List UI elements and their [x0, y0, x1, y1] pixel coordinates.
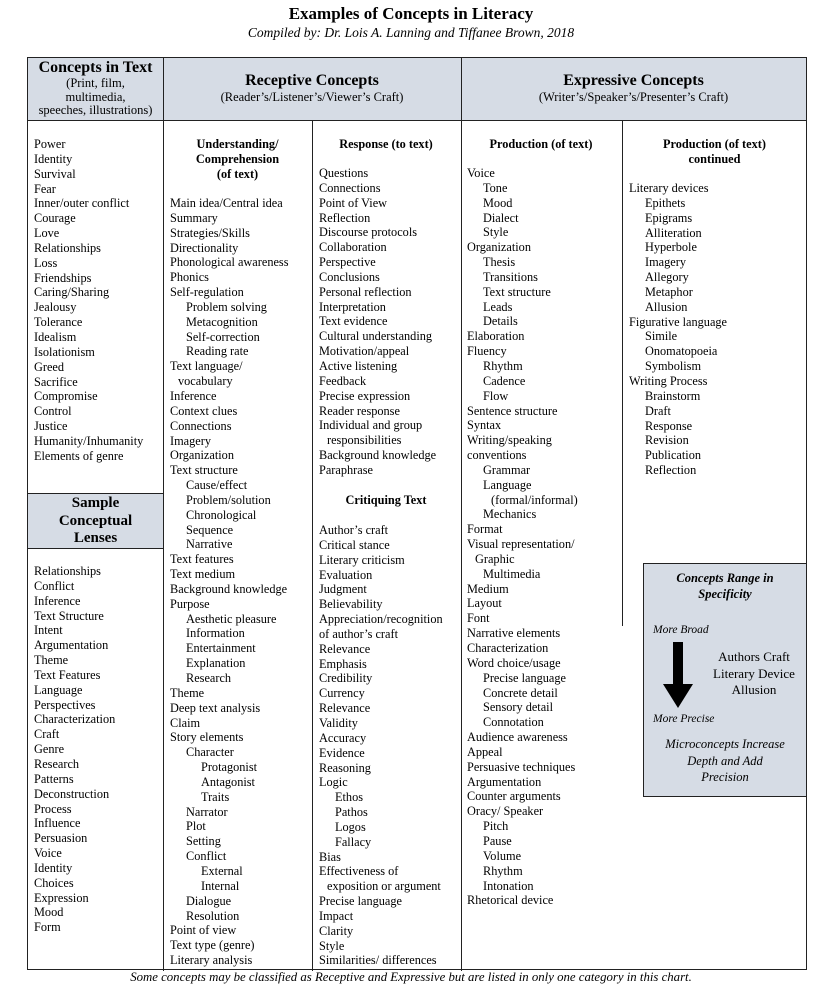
- list-item: Individual and group: [319, 418, 423, 433]
- list-item: Grammar: [483, 462, 531, 477]
- response-heading: [312, 137, 460, 152]
- list-item: Hyperbole: [645, 240, 697, 255]
- list-item: Theme: [170, 685, 205, 700]
- list-item: Phonics: [170, 270, 209, 285]
- list-item: Summary: [170, 210, 218, 225]
- list-item: Influence: [34, 816, 81, 831]
- list-item: Strategies/Skills: [170, 225, 250, 240]
- list-item: Draft: [645, 403, 671, 418]
- list-item: Compromise: [34, 389, 98, 404]
- list-item: Cadence: [483, 373, 526, 388]
- list-item: Main idea/Central idea: [170, 196, 283, 210]
- column-heading-line: continued: [688, 151, 741, 166]
- list-item: Entertainment: [186, 641, 256, 656]
- list-item: Fallacy: [335, 834, 372, 849]
- list-item: Onomatopoeia: [645, 344, 718, 359]
- header-title: Concepts in Text: [38, 59, 153, 76]
- list-item: Deep text analysis: [170, 700, 261, 715]
- list-item: Story elements: [170, 730, 244, 745]
- list-item: Mood: [34, 905, 64, 920]
- list-item: Purpose: [170, 596, 210, 611]
- list-item: Narrative: [186, 537, 233, 552]
- list-item: Research: [34, 756, 80, 771]
- list-item: Precise expression: [319, 388, 411, 403]
- list-item: Explanation: [186, 656, 246, 671]
- list-item: Perspectives: [34, 697, 96, 712]
- list-item: Chronological: [186, 507, 257, 522]
- production-continued-list: [629, 181, 727, 478]
- list-item: Precise language: [319, 894, 402, 909]
- column-heading-line: Comprehension: [195, 151, 280, 166]
- list-item: Multimedia: [483, 566, 541, 581]
- list-item: Literary analysis: [170, 953, 253, 968]
- document-title: Examples of Concepts in Literacy: [288, 4, 534, 23]
- list-item: Characterization: [34, 712, 116, 727]
- list-item: Love: [34, 226, 60, 241]
- lenses-list: [34, 564, 115, 935]
- list-item: Writing Process: [629, 373, 708, 388]
- list-item: Choices: [34, 875, 74, 890]
- production-heading: [460, 137, 622, 152]
- list-item: Reasoning: [319, 760, 371, 775]
- list-item: Believability: [319, 597, 383, 612]
- list-item: Imagery: [645, 255, 686, 270]
- list-item: Process: [34, 801, 72, 816]
- list-item: Character: [186, 745, 234, 760]
- production-continued-heading: [622, 137, 807, 167]
- list-item: Similarities/ differences: [319, 953, 437, 968]
- list-item: Isolationism: [34, 344, 95, 359]
- lenses-heading-line: Conceptual: [58, 512, 133, 529]
- list-item: Dialogue: [186, 893, 232, 908]
- list-item: Antagonist: [201, 774, 255, 789]
- list-item: Language: [34, 682, 83, 697]
- list-item: Identity: [34, 151, 73, 166]
- list-item: Logos: [335, 819, 366, 834]
- list-item: Fluency: [467, 344, 507, 359]
- list-item: Symbolism: [645, 359, 702, 374]
- critiquing-list: [319, 523, 443, 968]
- list-item: Internal: [201, 878, 240, 893]
- list-item: Text evidence: [319, 314, 388, 329]
- list-item: Jealousy: [34, 300, 77, 315]
- more-precise-label: More Precise: [653, 713, 715, 725]
- specificity-title-line: Specificity: [698, 587, 752, 601]
- list-item: Fear: [34, 181, 56, 196]
- list-item: Power: [34, 137, 66, 151]
- divider: [461, 58, 462, 971]
- more-broad-label: More Broad: [653, 624, 709, 636]
- list-item: Background knowledge: [170, 581, 288, 596]
- list-item: Cultural understanding: [319, 329, 433, 344]
- list-item: Metaphor: [645, 284, 693, 299]
- list-item: Concrete detail: [483, 685, 558, 700]
- list-item: Pitch: [483, 819, 509, 834]
- list-item: Visual representation/: [467, 537, 575, 552]
- list-item: Craft: [34, 727, 60, 742]
- list-item: Rhythm: [483, 358, 523, 373]
- list-item: Epigrams: [645, 210, 693, 225]
- header-receptive: [163, 58, 461, 121]
- list-item: responsibilities: [327, 433, 402, 448]
- list-item: Text structure: [483, 284, 551, 299]
- list-item: Sequence: [186, 522, 234, 537]
- list-item: Critical stance: [319, 537, 390, 552]
- header-sub: speeches, illustrations): [38, 103, 153, 117]
- example-broad: Authors Craft: [718, 649, 790, 664]
- header-sub: (Print, film,: [66, 76, 125, 90]
- specificity-title: [644, 570, 806, 602]
- list-item: (formal/informal): [491, 492, 578, 507]
- list-item: Deconstruction: [34, 786, 110, 801]
- example-middle: Literary Device: [713, 665, 795, 681]
- list-item: Reading rate: [186, 344, 249, 359]
- list-item: Voice: [467, 166, 495, 180]
- list-item: Caring/Sharing: [34, 285, 110, 300]
- list-item: Language: [483, 477, 532, 492]
- list-item: Text type (genre): [170, 938, 255, 953]
- list-item: Epithets: [645, 195, 686, 210]
- note-line: Precision: [701, 770, 749, 784]
- list-item: Evaluation: [319, 567, 373, 582]
- column-heading-line: Critiquing Text: [345, 493, 427, 507]
- header-concepts-in-text: [28, 58, 163, 121]
- list-item: Text Features: [34, 667, 101, 682]
- list-item: Author’s craft: [319, 523, 389, 537]
- list-item: Plot: [186, 819, 206, 834]
- list-item: Organization: [170, 448, 234, 463]
- list-item: of author’s craft: [319, 626, 398, 641]
- list-item: Counter arguments: [467, 789, 561, 804]
- response-list: [319, 166, 436, 478]
- list-item: Details: [483, 314, 518, 329]
- list-item: Feedback: [319, 373, 367, 388]
- list-item: Medium: [467, 581, 509, 596]
- header-expressive: [461, 58, 806, 121]
- list-item: Appreciation/recognition: [319, 612, 443, 627]
- list-item: Relevance: [319, 641, 371, 656]
- list-item: Expression: [34, 890, 89, 905]
- production-list: [467, 166, 578, 908]
- list-item: Accuracy: [319, 730, 367, 745]
- list-item: Sensory detail: [483, 700, 554, 715]
- list-item: conventions: [467, 448, 527, 463]
- list-item: Collaboration: [319, 240, 387, 255]
- list-item: Metacognition: [186, 314, 258, 329]
- list-item: Conclusions: [319, 269, 380, 284]
- list-item: Relationships: [34, 564, 101, 578]
- list-item: Sentence structure: [467, 403, 558, 418]
- list-item: Problem/solution: [186, 492, 271, 507]
- list-item: Courage: [34, 211, 76, 226]
- list-item: Narrator: [186, 804, 228, 819]
- list-item: Interpretation: [319, 299, 386, 314]
- list-item: Greed: [34, 359, 65, 374]
- list-item: Information: [186, 626, 245, 641]
- list-item: Connections: [170, 418, 232, 433]
- divider: [163, 58, 164, 971]
- list-item: Tone: [483, 180, 508, 195]
- list-item: Relationships: [34, 240, 101, 255]
- specificity-note: [644, 736, 806, 786]
- header-title: Expressive Concepts: [563, 72, 704, 89]
- header-title: Receptive Concepts: [245, 72, 379, 89]
- list-item: Revision: [645, 433, 689, 448]
- list-item: Thesis: [483, 255, 516, 270]
- note-line: Microconcepts Increase: [665, 737, 785, 751]
- list-item: Intonation: [483, 878, 534, 893]
- list-item: Conflict: [34, 578, 75, 593]
- list-item: Connections: [319, 180, 381, 195]
- list-item: Connotation: [483, 715, 544, 730]
- list-item: Flow: [483, 388, 509, 403]
- column-heading-line: Understanding/: [196, 137, 279, 151]
- list-item: Evidence: [319, 745, 365, 760]
- column-heading-line: Production (of text): [489, 137, 593, 151]
- list-item: Inference: [34, 593, 81, 608]
- list-item: Loss: [34, 255, 58, 270]
- specificity-title-line: Concepts Range in: [676, 571, 774, 585]
- list-item: Self-correction: [186, 329, 260, 344]
- list-item: Font: [467, 611, 490, 626]
- list-item: Self-regulation: [170, 285, 244, 300]
- list-item: Narrative elements: [467, 626, 561, 641]
- list-item: Mechanics: [483, 507, 537, 522]
- list-item: Perspective: [319, 255, 376, 270]
- divider: [622, 120, 623, 626]
- list-item: Elaboration: [467, 329, 525, 344]
- list-item: Phonological awareness: [170, 255, 289, 270]
- list-item: Aesthetic pleasure: [186, 611, 277, 626]
- list-item: Idealism: [34, 329, 77, 344]
- list-item: Transitions: [483, 269, 538, 284]
- column-heading-line: Production (of text): [663, 137, 766, 151]
- list-item: Elements of genre: [34, 448, 124, 463]
- list-item: Sacrifice: [34, 374, 78, 389]
- down-arrow-icon: [662, 642, 694, 710]
- list-item: Research: [186, 671, 232, 685]
- list-item: Judgment: [319, 582, 367, 597]
- list-item: Effectiveness of: [319, 864, 399, 879]
- list-item: Characterization: [467, 641, 549, 655]
- list-item: Literary devices: [629, 181, 709, 195]
- list-item: Intent: [34, 623, 63, 638]
- note-line: Depth and Add: [687, 753, 763, 768]
- list-item: Literary criticism: [319, 552, 405, 567]
- concepts-list: [34, 137, 143, 464]
- list-item: Context clues: [170, 403, 238, 418]
- list-item: Clarity: [319, 923, 354, 938]
- list-item: Response: [645, 418, 693, 433]
- list-item: Genre: [34, 742, 65, 757]
- list-item: Reflection: [645, 463, 697, 478]
- list-item: Rhythm: [483, 863, 523, 878]
- list-item: Simile: [645, 329, 678, 344]
- list-item: Background knowledge: [319, 448, 437, 463]
- list-item: Claim: [170, 715, 201, 730]
- list-item: Text structure: [170, 463, 238, 478]
- list-item: Style: [319, 938, 345, 953]
- list-item: Bias: [319, 849, 341, 864]
- understanding-list: [170, 196, 289, 968]
- list-item: Justice: [34, 419, 68, 434]
- list-item: Pathos: [335, 805, 368, 820]
- list-item: Volume: [483, 848, 522, 863]
- list-item: Argumentation: [467, 774, 542, 789]
- list-item: Writing/speaking: [467, 433, 552, 448]
- list-item: Survival: [34, 166, 76, 181]
- list-item: Reader response: [319, 403, 400, 418]
- column-heading-line: (of text): [216, 166, 259, 181]
- list-item: Allegory: [645, 270, 689, 285]
- list-item: Allusion: [645, 299, 688, 314]
- list-item: Format: [467, 522, 503, 537]
- list-item: Conflict: [186, 849, 227, 864]
- header-sub: multimedia,: [65, 89, 126, 104]
- list-item: Style: [483, 225, 509, 240]
- list-item: Text features: [170, 552, 234, 567]
- list-item: exposition or argument: [327, 879, 441, 894]
- list-item: Identity: [34, 860, 73, 875]
- specificity-examples: [702, 649, 806, 699]
- lenses-heading-line: Sample: [71, 495, 120, 511]
- list-item: Motivation/appeal: [319, 344, 410, 359]
- list-item: Resolution: [186, 908, 240, 923]
- list-item: Persuasion: [34, 831, 88, 846]
- list-item: Word choice/usage: [467, 655, 561, 670]
- list-item: Audience awareness: [467, 730, 568, 745]
- list-item: Paraphrase: [319, 462, 373, 477]
- lenses-heading-line: Lenses: [73, 530, 118, 546]
- list-item: Voice: [34, 846, 62, 861]
- list-item: Inference: [170, 388, 217, 403]
- header-sub: (Writer’s/Speaker’s/Presenter’s Craft): [538, 90, 729, 104]
- list-item: Directionality: [170, 240, 239, 255]
- list-item: Leads: [483, 299, 513, 314]
- list-item: Cause/effect: [186, 478, 248, 493]
- list-item: Tolerance: [34, 315, 83, 330]
- list-item: Mood: [483, 195, 513, 210]
- list-item: Rhetorical device: [467, 893, 554, 908]
- list-item: Discourse protocols: [319, 225, 418, 240]
- list-item: Reflection: [319, 210, 371, 225]
- list-item: Argumentation: [34, 638, 109, 653]
- list-item: External: [201, 863, 243, 878]
- list-item: Validity: [319, 715, 358, 730]
- example-precise: Allusion: [731, 682, 777, 697]
- list-item: Inner/outer conflict: [34, 196, 130, 211]
- list-item: Traits: [201, 789, 230, 804]
- list-item: Alliteration: [645, 225, 702, 240]
- list-item: Dialect: [483, 210, 519, 225]
- list-item: Publication: [645, 448, 702, 463]
- list-item: Appeal: [467, 744, 503, 759]
- column-heading-line: Response (to text): [339, 137, 433, 151]
- list-item: Currency: [319, 686, 365, 701]
- list-item: Persuasive techniques: [467, 759, 576, 774]
- critiquing-heading: [312, 493, 460, 508]
- list-item: Emphasis: [319, 656, 367, 671]
- footer-note: Some concepts may be classified as Receptive and Expressive but are listed in only one category in this chart.: [130, 970, 692, 984]
- header-sub: (Reader’s/Listener’s/Viewer’s Craft): [220, 90, 404, 104]
- document-subtitle: Compiled by: Dr. Lois A. Lanning and Tiffanee Brown, 2018: [247, 25, 575, 40]
- list-item: Oracy/ Speaker: [467, 804, 544, 819]
- list-item: Credibility: [319, 671, 373, 686]
- list-item: Syntax: [467, 418, 502, 433]
- list-item: Organization: [467, 240, 531, 255]
- list-item: Imagery: [170, 433, 211, 448]
- list-item: Active listening: [319, 358, 398, 373]
- lenses-header: [28, 493, 163, 549]
- list-item: Questions: [319, 166, 369, 180]
- list-item: vocabulary: [178, 374, 233, 389]
- divider: [312, 120, 313, 971]
- list-item: Layout: [467, 596, 502, 611]
- list-item: Setting: [186, 834, 221, 849]
- list-item: Precise language: [483, 670, 566, 685]
- list-item: Personal reflection: [319, 284, 412, 299]
- list-item: Text Structure: [34, 608, 104, 623]
- list-item: Humanity/Inhumanity: [34, 433, 144, 448]
- list-item: Relevance: [319, 701, 371, 716]
- list-item: Protagonist: [201, 760, 258, 775]
- list-item: Figurative language: [629, 314, 728, 329]
- list-item: Theme: [34, 653, 69, 668]
- list-item: Logic: [319, 775, 348, 790]
- list-item: Patterns: [34, 771, 74, 786]
- list-item: Problem solving: [186, 299, 267, 314]
- list-item: Text medium: [170, 567, 236, 582]
- list-item: Ethos: [335, 790, 364, 805]
- list-item: Brainstorm: [645, 388, 701, 403]
- list-item: Point of View: [319, 195, 388, 210]
- list-item: Text language/: [170, 359, 243, 374]
- list-item: Point of view: [170, 923, 237, 938]
- understanding-heading: [163, 137, 312, 182]
- list-item: Form: [34, 920, 61, 935]
- list-item: Friendships: [34, 270, 92, 285]
- list-item: Impact: [319, 908, 354, 923]
- specificity-box: [643, 563, 807, 797]
- list-item: Graphic: [475, 551, 515, 566]
- list-item: Pause: [483, 833, 512, 848]
- list-item: Control: [34, 404, 72, 419]
